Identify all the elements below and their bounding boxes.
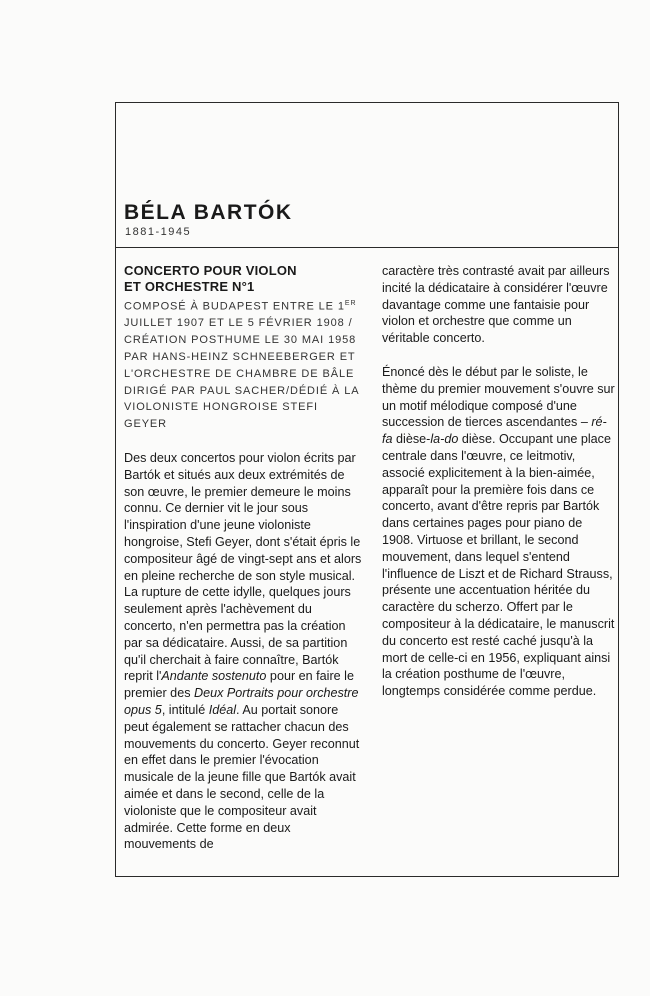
right-p2-text-a: Énoncé dès le début par le soliste, le thème du premier mouvement s'ouvre sur un motif mélodique composé d'une succession de tierces ascendantes – <box>382 364 615 430</box>
left-p2-italic-3: Idéal <box>208 702 237 717</box>
right-column <box>382 263 616 700</box>
composer-dates: 1881-1945 <box>125 226 192 238</box>
right-p2-text-b: dièse- <box>392 432 431 447</box>
right-p2-italic-1: ré-fa <box>382 415 607 447</box>
program-note-frame <box>115 102 619 877</box>
composer-header <box>116 103 618 248</box>
left-p2-text-b: pour en faire le premier des <box>124 669 354 701</box>
work-info-superscript: ER <box>344 300 357 307</box>
right-p2-italic-2: la-do <box>430 432 459 447</box>
work-info-part-2: JUILLET 1907 ET LE 5 FÉVRIER 1908 / CRÉATION POSTHUME LE 30 MAI 1958 PAR HANS-HEINZ SCHNEEBERGER ET L'ORCHESTRE DE CHAMBRE DE BÂLE DIRIGÉ PAR PAUL SACHER/DÉDIÉ À LA VIOLONISTE HONGROISE STEFI GEYER <box>124 317 359 431</box>
work-title <box>124 263 362 294</box>
work-info-part-1: COMPOSÉ À BUDAPEST ENTRE LE 1 <box>124 300 345 313</box>
right-paragraph-1: caractère très contrasté avait par ailleurs incité la dédicataire à considérer l'œuvre davantage comme une fantaisie pour violon et orchestre que comme un véritable concerto. <box>382 264 610 346</box>
left-p2-text-a: La rupture de cette idylle, quelques jours seulement après l'achèvement du concerto, n'en permettra pas la création par sa dédicataire. Aussi, de sa partition qu'il cherchait à faire connaître, Bartók reprit l' <box>124 585 351 684</box>
left-p2-italic-2: Deux Portraits pour orchestre opus 5 <box>124 686 359 717</box>
left-paragraph-2 <box>124 584 362 853</box>
work-title-line-2: ET ORCHESTRE N°1 <box>124 278 255 294</box>
left-p2-text-d: . Au portait sonore peut également se rattacher chacun des mouvements du concerto. Geyer reconnut en effet dans le premier l'évocation musicale de la jeune fille que Bartók avait aimée et dans le second, celle de la violoniste que le compositeur avait admirée. Cette forme en deux mouvements de <box>124 702 360 852</box>
right-p2-text-c: dièse. Occupant une place centrale dans l'œuvre, ce leitmotiv, associé explicitement à la bien-aimée, apparaît pour la première fois dans ce concerto, avant d'être repris par Bartók dans certaines pages pour piano de 1908. Virtuose et brillant, le second mouvement, dans lequel s'entend l'influence de Liszt et de Richard Strauss, présente une accentuation héritée du caractère du scherzo. Offert par le compositeur à la dédicataire, le manuscrit du concerto est resté caché jusqu'à la mort de celle-ci en 1956, expliquant ainsi la création posthume de l'œuvre, longtemps considérée comme perdue. <box>382 432 615 699</box>
left-p2-italic-1: Andante sostenuto <box>161 669 267 684</box>
right-paragraph-2 <box>382 364 616 700</box>
work-info <box>124 296 362 433</box>
left-p2-text-c: , intitulé <box>161 702 209 717</box>
composer-name: BÉLA BARTÓK <box>124 201 293 224</box>
work-title-line-1: CONCERTO POUR VIOLON <box>124 263 297 278</box>
left-column <box>124 263 362 853</box>
left-paragraph-1: Des deux concertos pour violon écrits par Bartók et situés aux deux extrémités de son œuvre, le premier demeure le moins connu. Ce dernier vit le jour sous l'inspiration d'une jeune violoniste hongroise, Stefi Geyer, dont s'était épris le compositeur âgé de vingt-sept ans et alors en pleine recherche de son style musical. <box>124 451 362 583</box>
